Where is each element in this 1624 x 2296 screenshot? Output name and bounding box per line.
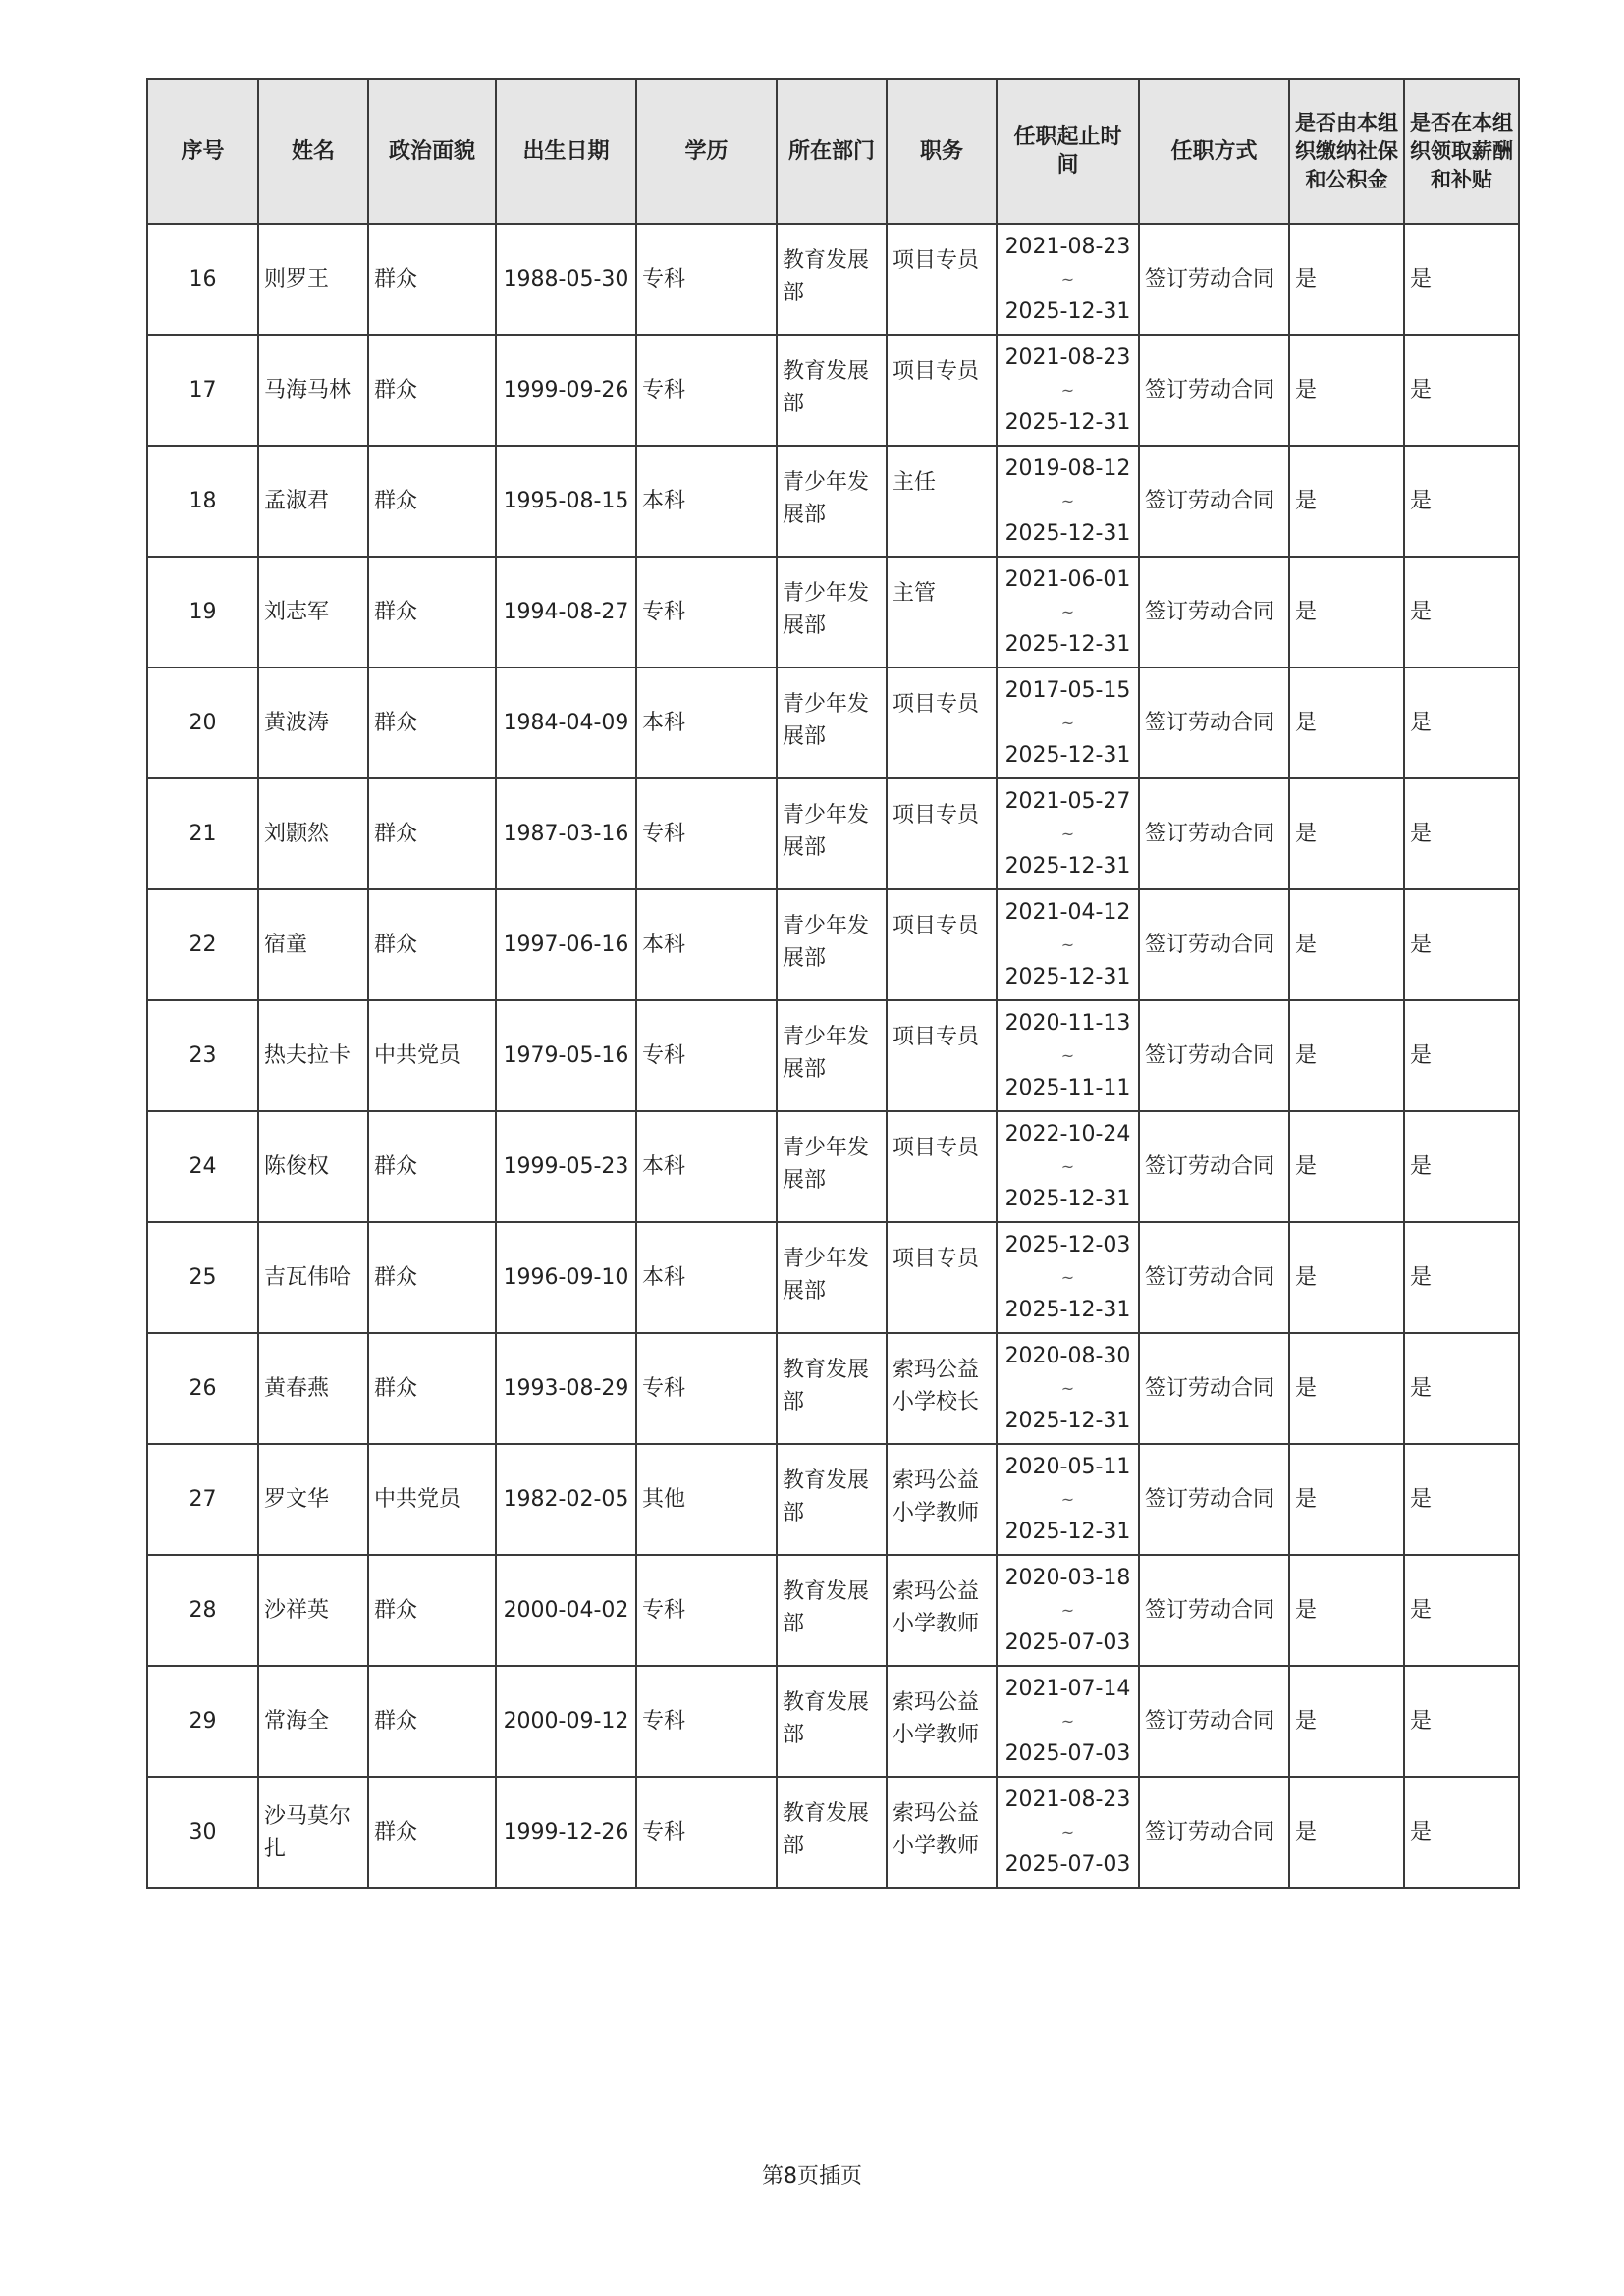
term-separator: ~ [1060, 602, 1075, 621]
cell-political: 群众 [368, 1333, 496, 1444]
cell-social-security: 是 [1289, 1555, 1404, 1666]
cell-idx: 26 [147, 1333, 258, 1444]
cell-social-security: 是 [1289, 889, 1404, 1000]
cell-political: 群众 [368, 335, 496, 446]
table-row [147, 1666, 1519, 1777]
cell-term [997, 1666, 1139, 1777]
cell-dob: 1994-08-27 [496, 557, 636, 667]
cell-education: 其他 [636, 1444, 777, 1555]
cell-social-security: 是 [1289, 1222, 1404, 1333]
cell-salary: 是 [1404, 778, 1519, 889]
table-header [147, 79, 1519, 224]
cell-dob: 1997-06-16 [496, 889, 636, 1000]
cell-education: 本科 [636, 446, 777, 557]
term-separator: ~ [1060, 713, 1075, 732]
header-term: 任职起止时间 [997, 79, 1139, 224]
cell-political: 群众 [368, 1111, 496, 1222]
cell-education: 本科 [636, 1222, 777, 1333]
cell-education: 专科 [636, 1333, 777, 1444]
header-social-security: 是否由本组织缴纳社保和公积金 [1289, 79, 1404, 224]
cell-department: 教育发展部 [777, 335, 887, 446]
cell-idx: 19 [147, 557, 258, 667]
header-position: 职务 [887, 79, 997, 224]
cell-political: 中共党员 [368, 1000, 496, 1111]
cell-political: 群众 [368, 889, 496, 1000]
cell-political: 群众 [368, 224, 496, 335]
cell-department: 青少年发展部 [777, 778, 887, 889]
staff-table-container [146, 78, 1518, 1889]
cell-position: 主管 [887, 557, 997, 667]
cell-name: 常海全 [258, 1666, 368, 1777]
cell-name: 马海马林 [258, 335, 368, 446]
term-separator: ~ [1060, 1600, 1075, 1620]
cell-education: 本科 [636, 667, 777, 778]
cell-social-security: 是 [1289, 1777, 1404, 1888]
term-separator: ~ [1060, 1378, 1075, 1398]
cell-term [997, 1444, 1139, 1555]
term-end: 2025-07-03 [1004, 1740, 1131, 1766]
table-row [147, 1000, 1519, 1111]
table-body [147, 224, 1519, 1888]
cell-social-security: 是 [1289, 224, 1404, 335]
table-row [147, 335, 1519, 446]
cell-name: 陈俊权 [258, 1111, 368, 1222]
table-row [147, 1222, 1519, 1333]
cell-term [997, 1111, 1139, 1222]
cell-idx: 23 [147, 1000, 258, 1111]
cell-department: 教育发展部 [777, 1444, 887, 1555]
cell-social-security: 是 [1289, 335, 1404, 446]
term-start: 2017-05-15 [1004, 677, 1131, 703]
cell-salary: 是 [1404, 1333, 1519, 1444]
term-end: 2025-12-31 [1004, 1408, 1131, 1433]
term-start: 2021-06-01 [1004, 566, 1131, 592]
cell-salary: 是 [1404, 1000, 1519, 1111]
cell-education: 专科 [636, 1666, 777, 1777]
term-separator: ~ [1060, 1822, 1075, 1842]
cell-political: 群众 [368, 1555, 496, 1666]
cell-salary: 是 [1404, 446, 1519, 557]
term-end: 2025-07-03 [1004, 1851, 1131, 1877]
cell-dob: 1982-02-05 [496, 1444, 636, 1555]
cell-dob: 1984-04-09 [496, 667, 636, 778]
cell-name: 吉瓦伟哈 [258, 1222, 368, 1333]
term-start: 2021-04-12 [1004, 899, 1131, 925]
term-start: 2021-08-23 [1004, 234, 1131, 259]
term-end: 2025-12-31 [1004, 742, 1131, 768]
cell-position: 主任 [887, 446, 997, 557]
cell-education: 专科 [636, 778, 777, 889]
cell-mode: 签订劳动合同 [1139, 446, 1289, 557]
cell-social-security: 是 [1289, 1333, 1404, 1444]
page-footer: 第8页插页 [762, 2164, 862, 2189]
term-separator: ~ [1060, 1267, 1075, 1287]
cell-position: 项目专员 [887, 1111, 997, 1222]
header-row [147, 79, 1519, 224]
cell-name: 热夫拉卡 [258, 1000, 368, 1111]
term-start: 2021-08-23 [1004, 1787, 1131, 1812]
table-row [147, 446, 1519, 557]
term-separator: ~ [1060, 1156, 1075, 1176]
cell-idx: 18 [147, 446, 258, 557]
cell-mode: 签订劳动合同 [1139, 1444, 1289, 1555]
cell-name: 黄波涛 [258, 667, 368, 778]
term-end: 2025-12-31 [1004, 1519, 1131, 1544]
cell-position: 索玛公益小学教师 [887, 1555, 997, 1666]
cell-position: 项目专员 [887, 224, 997, 335]
cell-mode: 签订劳动合同 [1139, 778, 1289, 889]
cell-name: 刘志军 [258, 557, 368, 667]
cell-term [997, 1000, 1139, 1111]
cell-salary: 是 [1404, 1555, 1519, 1666]
cell-idx: 17 [147, 335, 258, 446]
cell-mode: 签订劳动合同 [1139, 335, 1289, 446]
header-idx: 序号 [147, 79, 258, 224]
term-separator: ~ [1060, 1489, 1075, 1509]
cell-dob: 2000-04-02 [496, 1555, 636, 1666]
header-political: 政治面貌 [368, 79, 496, 224]
table-row [147, 889, 1519, 1000]
cell-political: 群众 [368, 1222, 496, 1333]
cell-term [997, 667, 1139, 778]
cell-term [997, 335, 1139, 446]
term-separator: ~ [1060, 824, 1075, 843]
cell-mode: 签订劳动合同 [1139, 557, 1289, 667]
header-name: 姓名 [258, 79, 368, 224]
cell-mode: 签订劳动合同 [1139, 1000, 1289, 1111]
staff-table [146, 78, 1520, 1889]
term-start: 2021-08-23 [1004, 345, 1131, 370]
cell-education: 专科 [636, 1000, 777, 1111]
cell-idx: 30 [147, 1777, 258, 1888]
cell-education: 本科 [636, 889, 777, 1000]
cell-social-security: 是 [1289, 1000, 1404, 1111]
cell-social-security: 是 [1289, 1666, 1404, 1777]
table-row [147, 778, 1519, 889]
cell-dob: 2000-09-12 [496, 1666, 636, 1777]
cell-salary: 是 [1404, 889, 1519, 1000]
cell-department: 青少年发展部 [777, 1222, 887, 1333]
cell-department: 教育发展部 [777, 1666, 887, 1777]
table-row [147, 1777, 1519, 1888]
cell-education: 专科 [636, 335, 777, 446]
cell-idx: 29 [147, 1666, 258, 1777]
header-mode: 任职方式 [1139, 79, 1289, 224]
table-row [147, 667, 1519, 778]
term-separator: ~ [1060, 934, 1075, 954]
cell-social-security: 是 [1289, 1444, 1404, 1555]
cell-dob: 1993-08-29 [496, 1333, 636, 1444]
cell-position: 项目专员 [887, 889, 997, 1000]
cell-position: 项目专员 [887, 335, 997, 446]
cell-idx: 24 [147, 1111, 258, 1222]
cell-dob: 1979-05-16 [496, 1000, 636, 1111]
cell-mode: 签订劳动合同 [1139, 224, 1289, 335]
cell-name: 宿童 [258, 889, 368, 1000]
cell-term [997, 1555, 1139, 1666]
cell-term [997, 446, 1139, 557]
cell-social-security: 是 [1289, 667, 1404, 778]
term-end: 2025-12-31 [1004, 631, 1131, 657]
cell-dob: 1995-08-15 [496, 446, 636, 557]
cell-department: 青少年发展部 [777, 1000, 887, 1111]
table-row [147, 1333, 1519, 1444]
cell-position: 索玛公益小学教师 [887, 1666, 997, 1777]
cell-position: 项目专员 [887, 778, 997, 889]
cell-name: 沙马莫尔扎 [258, 1777, 368, 1888]
term-end: 2025-12-31 [1004, 964, 1131, 989]
header-department: 所在部门 [777, 79, 887, 224]
cell-term [997, 224, 1139, 335]
cell-salary: 是 [1404, 1222, 1519, 1333]
cell-name: 刘颢然 [258, 778, 368, 889]
term-end: 2025-12-31 [1004, 520, 1131, 546]
cell-dob: 1996-09-10 [496, 1222, 636, 1333]
cell-education: 专科 [636, 1555, 777, 1666]
term-separator: ~ [1060, 269, 1075, 289]
term-end: 2025-07-03 [1004, 1629, 1131, 1655]
cell-education: 专科 [636, 557, 777, 667]
cell-idx: 22 [147, 889, 258, 1000]
cell-mode: 签订劳动合同 [1139, 889, 1289, 1000]
cell-idx: 20 [147, 667, 258, 778]
cell-political: 中共党员 [368, 1444, 496, 1555]
cell-position: 项目专员 [887, 667, 997, 778]
cell-political: 群众 [368, 778, 496, 889]
cell-dob: 1999-12-26 [496, 1777, 636, 1888]
cell-idx: 21 [147, 778, 258, 889]
cell-political: 群众 [368, 557, 496, 667]
term-start: 2020-08-30 [1004, 1343, 1131, 1368]
header-education: 学历 [636, 79, 777, 224]
cell-education: 专科 [636, 1777, 777, 1888]
cell-department: 教育发展部 [777, 1333, 887, 1444]
cell-education: 本科 [636, 1111, 777, 1222]
cell-department: 青少年发展部 [777, 557, 887, 667]
cell-department: 青少年发展部 [777, 446, 887, 557]
term-start: 2021-07-14 [1004, 1676, 1131, 1701]
term-start: 2020-05-11 [1004, 1454, 1131, 1479]
cell-term [997, 1333, 1139, 1444]
cell-salary: 是 [1404, 1666, 1519, 1777]
term-end: 2025-11-11 [1004, 1075, 1131, 1100]
term-separator: ~ [1060, 491, 1075, 510]
cell-idx: 28 [147, 1555, 258, 1666]
cell-salary: 是 [1404, 557, 1519, 667]
cell-department: 青少年发展部 [777, 889, 887, 1000]
cell-salary: 是 [1404, 1777, 1519, 1888]
cell-political: 群众 [368, 446, 496, 557]
table-row [147, 1444, 1519, 1555]
term-end: 2025-12-31 [1004, 298, 1131, 324]
term-start: 2020-03-18 [1004, 1565, 1131, 1590]
cell-name: 沙祥英 [258, 1555, 368, 1666]
cell-political: 群众 [368, 667, 496, 778]
cell-position: 索玛公益小学教师 [887, 1444, 997, 1555]
cell-idx: 27 [147, 1444, 258, 1555]
term-end: 2025-12-31 [1004, 1297, 1131, 1322]
cell-department: 教育发展部 [777, 1777, 887, 1888]
cell-political: 群众 [368, 1666, 496, 1777]
term-separator: ~ [1060, 380, 1075, 400]
cell-position: 项目专员 [887, 1222, 997, 1333]
cell-department: 青少年发展部 [777, 667, 887, 778]
cell-dob: 1987-03-16 [496, 778, 636, 889]
cell-mode: 签订劳动合同 [1139, 1333, 1289, 1444]
term-start: 2019-08-12 [1004, 455, 1131, 481]
cell-name: 罗文华 [258, 1444, 368, 1555]
cell-dob: 1988-05-30 [496, 224, 636, 335]
cell-name: 则罗王 [258, 224, 368, 335]
cell-position: 索玛公益小学教师 [887, 1777, 997, 1888]
cell-department: 教育发展部 [777, 1555, 887, 1666]
cell-social-security: 是 [1289, 557, 1404, 667]
cell-term [997, 778, 1139, 889]
cell-social-security: 是 [1289, 778, 1404, 889]
cell-social-security: 是 [1289, 446, 1404, 557]
term-start: 2020-11-13 [1004, 1010, 1131, 1036]
cell-department: 教育发展部 [777, 224, 887, 335]
cell-mode: 签订劳动合同 [1139, 1111, 1289, 1222]
cell-term [997, 889, 1139, 1000]
cell-position: 项目专员 [887, 1000, 997, 1111]
term-start: 2025-12-03 [1004, 1232, 1131, 1257]
term-start: 2022-10-24 [1004, 1121, 1131, 1147]
header-salary: 是否在本组织领取薪酬和补贴 [1404, 79, 1519, 224]
cell-mode: 签订劳动合同 [1139, 1222, 1289, 1333]
term-end: 2025-12-31 [1004, 853, 1131, 879]
cell-term [997, 1222, 1139, 1333]
cell-mode: 签订劳动合同 [1139, 667, 1289, 778]
cell-term [997, 557, 1139, 667]
term-start: 2021-05-27 [1004, 788, 1131, 814]
term-separator: ~ [1060, 1711, 1075, 1731]
cell-mode: 签订劳动合同 [1139, 1777, 1289, 1888]
cell-dob: 1999-05-23 [496, 1111, 636, 1222]
cell-term [997, 1777, 1139, 1888]
cell-social-security: 是 [1289, 1111, 1404, 1222]
table-row [147, 1111, 1519, 1222]
cell-salary: 是 [1404, 224, 1519, 335]
cell-political: 群众 [368, 1777, 496, 1888]
cell-name: 孟淑君 [258, 446, 368, 557]
cell-salary: 是 [1404, 1444, 1519, 1555]
cell-salary: 是 [1404, 1111, 1519, 1222]
header-dob: 出生日期 [496, 79, 636, 224]
cell-idx: 16 [147, 224, 258, 335]
term-separator: ~ [1060, 1045, 1075, 1065]
cell-position: 索玛公益小学校长 [887, 1333, 997, 1444]
table-row [147, 557, 1519, 667]
table-row [147, 1555, 1519, 1666]
cell-education: 专科 [636, 224, 777, 335]
table-row [147, 224, 1519, 335]
cell-mode: 签订劳动合同 [1139, 1555, 1289, 1666]
cell-salary: 是 [1404, 335, 1519, 446]
cell-mode: 签订劳动合同 [1139, 1666, 1289, 1777]
cell-name: 黄春燕 [258, 1333, 368, 1444]
term-end: 2025-12-31 [1004, 1186, 1131, 1211]
cell-idx: 25 [147, 1222, 258, 1333]
cell-department: 青少年发展部 [777, 1111, 887, 1222]
term-end: 2025-12-31 [1004, 409, 1131, 435]
cell-dob: 1999-09-26 [496, 335, 636, 446]
cell-salary: 是 [1404, 667, 1519, 778]
